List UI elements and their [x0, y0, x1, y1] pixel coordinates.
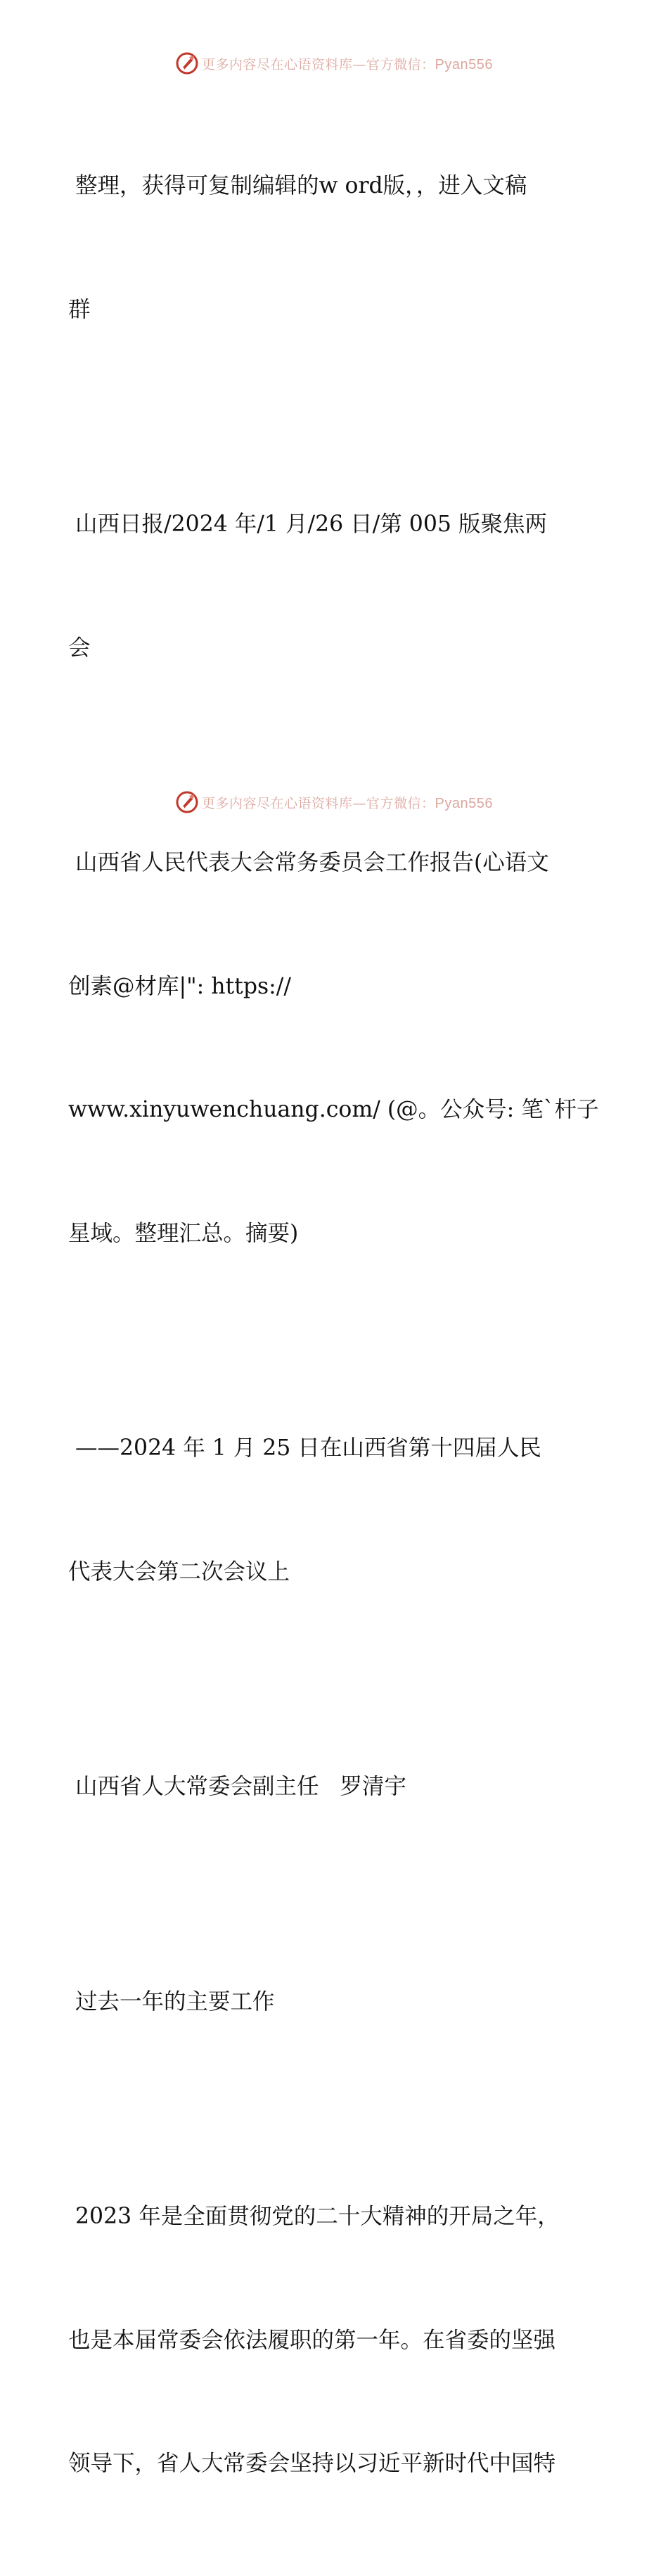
text-line: ——2024 年 1 月 25 日在山西省第十四届人民 [68, 1435, 541, 1461]
text-line: 群 [68, 296, 91, 322]
footer-banner-brand: Pyan556 [435, 795, 493, 811]
text-line: 星域。整理汇总。摘要) [68, 1220, 299, 1246]
footer-banner-label: 更多内容尽在心语资料库—官方微信： [202, 795, 435, 811]
text-line: 会 [68, 635, 91, 661]
document-body [68, 83, 603, 2576]
header-banner-content [175, 51, 493, 75]
header-banner-label: 更多内容尽在心语资料库—官方微信： [202, 56, 435, 72]
paragraph-intro [68, 83, 603, 412]
header-banner [0, 49, 668, 77]
text-line: 过去一年的主要工作 [68, 1988, 275, 2015]
text-line: 山西省人民代表大会常务委员会工作报告(心语文 [68, 850, 549, 875]
text-line: 整理，获得可复制编辑的w ord版，，进入文稿 [68, 173, 527, 198]
header-banner-brand: Pyan556 [435, 56, 493, 72]
paragraph-author [68, 1684, 603, 1890]
paragraph-meeting [68, 1345, 603, 1675]
paragraph-main [68, 2114, 603, 2567]
text-line: 领导下，省人大常委会坚持以习近平新时代中国特 [68, 2451, 556, 2476]
footer-banner-content [175, 790, 493, 814]
quill-logo-icon [175, 51, 199, 75]
footer-banner [0, 788, 668, 816]
text-line: 也是本届常委会依法履职的第一年。在省委的坚强 [68, 2327, 556, 2353]
paragraph-report-title [68, 760, 603, 1336]
section-heading [68, 1899, 603, 2105]
text-line: 创素@材库|": https:// [68, 973, 291, 999]
paragraph-source [68, 421, 603, 751]
header-banner-text [202, 54, 493, 73]
text-line: 山西日报/2024 年/1 月/26 日/第 005 版聚焦两 [68, 512, 547, 537]
text-line: www.xinyuwenchuang.com/ (@。公众号: 笔`杆子 [68, 1097, 599, 1122]
text-line: 山西省人大常委会副主任 罗清宇 [68, 1774, 407, 1799]
footer-banner-text [202, 793, 493, 812]
text-line: 代表大会第二次会议上 [68, 1559, 290, 1585]
quill-logo-icon [175, 790, 199, 814]
text-line: 2023 年是全面贯彻党的二十大精神的开局之年， [68, 2204, 560, 2229]
